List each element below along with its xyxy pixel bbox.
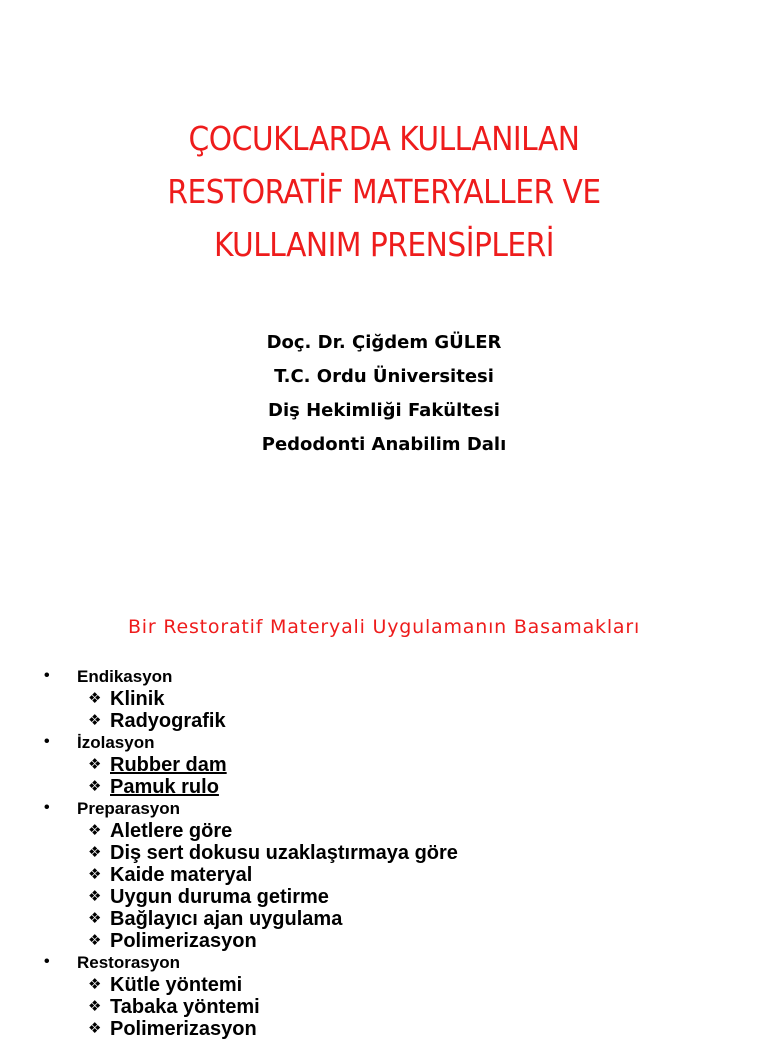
list-item — [0, 974, 768, 996]
section-heading — [0, 666, 768, 688]
diamond-bullet-icon: ❖ — [88, 822, 102, 839]
list-item-label: Rubber dam — [110, 754, 227, 776]
slide-title — [60, 112, 708, 271]
diamond-bullet-icon: ❖ — [88, 844, 102, 861]
list-item-label: Pamuk rulo — [110, 776, 219, 798]
bullet-icon: • — [44, 667, 50, 684]
bullet-icon: • — [44, 733, 50, 750]
section-label: İzolasyon — [77, 733, 155, 752]
list-item — [0, 842, 768, 864]
diamond-bullet-icon: ❖ — [88, 888, 102, 905]
section-label: Preparasyon — [77, 799, 180, 818]
slide-title-line: RESTORATİF MATERYALLER VE — [167, 172, 601, 211]
list-item — [0, 1018, 768, 1040]
list-item-label: Klinik — [110, 688, 165, 710]
section-heading — [0, 732, 768, 754]
list-item-label: Uygun duruma getirme — [110, 886, 329, 908]
section-heading — [0, 798, 768, 820]
list-item-label: Polimerizasyon — [110, 1018, 257, 1040]
section-izolasyon — [0, 732, 768, 798]
bullet-icon: • — [44, 953, 50, 970]
section-heading — [0, 952, 768, 974]
slide-title-line: KULLANIM PRENSİPLERİ — [213, 225, 555, 264]
list-item — [0, 886, 768, 908]
diamond-bullet-icon: ❖ — [88, 910, 102, 927]
list-item-label: Tabaka yöntemi — [110, 996, 260, 1018]
list-item-label: Kaide materyal — [110, 864, 253, 886]
list-item-label: Radyografik — [110, 710, 226, 732]
steps-list — [0, 666, 768, 1040]
diamond-bullet-icon: ❖ — [88, 756, 102, 773]
diamond-bullet-icon: ❖ — [88, 976, 102, 993]
diamond-bullet-icon: ❖ — [88, 866, 102, 883]
diamond-bullet-icon: ❖ — [88, 712, 102, 729]
list-item — [0, 908, 768, 930]
list-item — [0, 688, 768, 710]
section-label: Restorasyon — [77, 953, 180, 972]
bullet-icon: • — [44, 799, 50, 816]
list-item — [0, 776, 768, 798]
author-faculty: Diş Hekimliği Fakültesi — [268, 400, 500, 421]
author-name: Doç. Dr. Çiğdem GÜLER — [266, 332, 502, 353]
diamond-bullet-icon: ❖ — [88, 778, 102, 795]
section-preparasyon — [0, 798, 768, 952]
list-item — [0, 864, 768, 886]
section-restorasyon — [0, 952, 768, 1040]
list-item — [0, 710, 768, 732]
diamond-bullet-icon: ❖ — [88, 932, 102, 949]
steps-slide — [0, 576, 768, 1040]
diamond-bullet-icon: ❖ — [88, 1020, 102, 1037]
list-item — [0, 996, 768, 1018]
list-item-label: Diş sert dokusu uzaklaştırmaya göre — [110, 842, 458, 864]
author-department: Pedodonti Anabilim Dalı — [261, 434, 507, 455]
author-university: T.C. Ordu Üniversitesi — [274, 366, 494, 387]
list-item — [0, 820, 768, 842]
steps-title: Bir Restoratif Materyali Uygulamanın Basamakları — [127, 616, 641, 638]
list-item — [0, 930, 768, 952]
section-endikasyon — [0, 666, 768, 732]
diamond-bullet-icon: ❖ — [88, 690, 102, 707]
list-item-label: Polimerizasyon — [110, 930, 257, 952]
list-item-label: Kütle yöntemi — [110, 974, 243, 996]
diamond-bullet-icon: ❖ — [88, 998, 102, 1015]
list-item-label: Aletlere göre — [110, 820, 233, 842]
slide-title-line: ÇOCUKLARDA KULLANILAN — [188, 119, 580, 158]
list-item-label: Bağlayıcı ajan uygulama — [110, 908, 343, 930]
author-block — [120, 326, 648, 462]
list-item — [0, 754, 768, 776]
section-label: Endikasyon — [77, 667, 173, 686]
